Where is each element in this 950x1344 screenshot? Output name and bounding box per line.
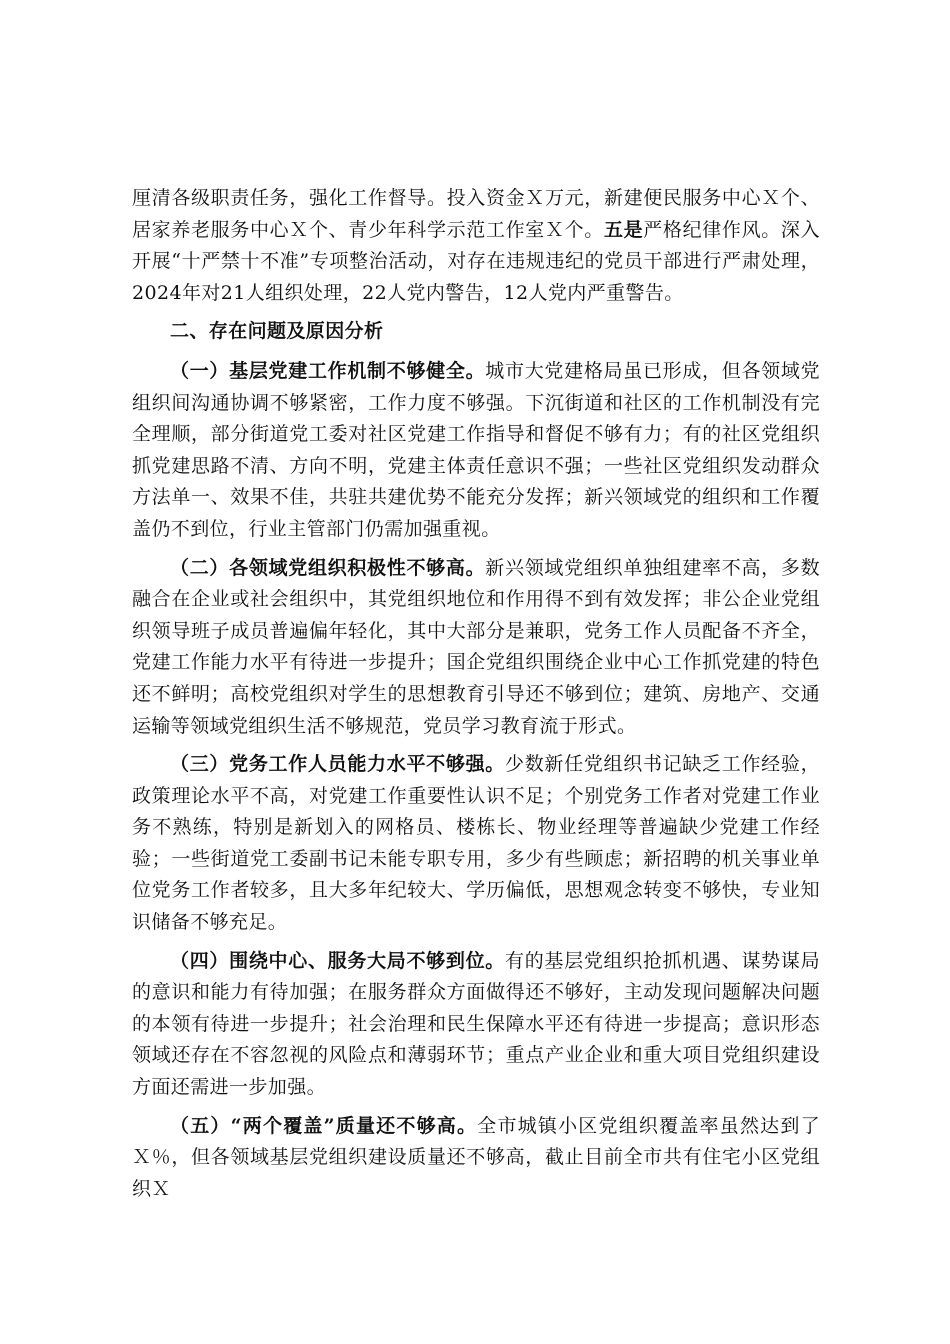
- problem-paragraph-1: [132, 356, 820, 546]
- intro-paragraph: [132, 183, 820, 309]
- section-heading: 二、存在问题及原因分析: [170, 320, 384, 343]
- problem-3-body: 少数新任党组织书记缺乏工作经验，政策理论水平不高，对党建工作重要性认识不足；个别党务工作者对党建工作业务不熟练，特别是新划入的网格员、楼栋长、物业经理等普遍缺少党建工作经验；一些街道党工委副书记未能专职专用，多少有些顾虑；新招聘的机关事业单位党务工作者较多，且大多年纪较大、学历偏低，思想观念转变不够快，专业知识储备不够充足。: [132, 753, 820, 934]
- problem-4-lead: （四）围绕中心、服务大局不够到位。: [170, 949, 505, 972]
- problem-1-body: 城市大党建格局虽已形成，但各领域党组织间沟通协调不够紧密，工作力度不够强。下沉街道和社区的工作机制没有完全理顺，部分街道党工委对社区党建工作指导和督促不够有力；有的社区党组织抓党建思路不清、方向不明，党建主体责任意识不强；一些社区党组织发动群众方法单一、效果不佳，共驻共建优势不能充分发挥；新兴领域党的组织和工作覆盖仍不到位，行业主管部门仍需加强重视。: [132, 359, 820, 540]
- intro-text-a: 厘清各级职责任务，强化工作督导。投入资金Ｘ万元，新建便民服务中心Ｘ个、居家养老服务中心Ｘ个、青少年科学示范工作室Ｘ个。: [132, 187, 820, 241]
- problem-paragraph-3: [132, 749, 820, 939]
- problem-5-lead: （五）“两个覆盖”质量还不够高。: [170, 1114, 478, 1137]
- intro-text-b: 严格纪律作风。深入开展“十严禁十不准”专项整治活动，对存在违规违纪的党员干部进行严肃处理，2024年对21人组织处理，22人党内警告，12人党内严重警告。: [132, 218, 820, 304]
- problem-3-lead: （三）党务工作人员能力水平不够强。: [170, 753, 505, 776]
- intro-lead: 五是: [603, 218, 644, 241]
- problem-paragraph-5: [132, 1111, 820, 1206]
- problem-2-body: 新兴领域党组织单独组建率不高，多数融合在企业或社会组织中，其党组织地位和作用得不到有效发挥；非公企业党组织领导班子成员普遍偏年轻化，其中大部分是兼职，党务工作人员配备不齐全，党建工作能力水平有待进一步提升；国企党组织围绕企业中心工作抓党建的特色还不鲜明；高校党组织对学生的思想教育引导还不够到位；建筑、房地产、交通运输等领域党组织生活不够规范，党员学习教育流于形式。: [132, 556, 820, 737]
- problem-5-body: 全市城镇小区党组织覆盖率虽然达到了Ｘ％，但各领域基层党组织建设质量还不够高，截止目前全市共有住宅小区党组织Ｘ: [132, 1114, 820, 1200]
- problem-paragraph-2: [132, 553, 820, 743]
- problem-1-lead: （一）基层党建工作机制不够健全。: [170, 359, 486, 382]
- problem-2-lead: （二）各领域党组织积极性不够高。: [170, 556, 486, 579]
- problem-4-body: 有的基层党组织抢抓机遇、谋势谋局的意识和能力有待加强；在服务群众方面做得还不够好，主动发现问题解决问题的本领有待进一步提升；社会治理和民生保障水平还有待进一步提高；意识形态领域还存在不容忽视的风险点和薄弱环节；重点产业企业和重大项目党组织建设方面还需进一步加强。: [132, 949, 820, 1099]
- problem-paragraph-4: [132, 946, 820, 1104]
